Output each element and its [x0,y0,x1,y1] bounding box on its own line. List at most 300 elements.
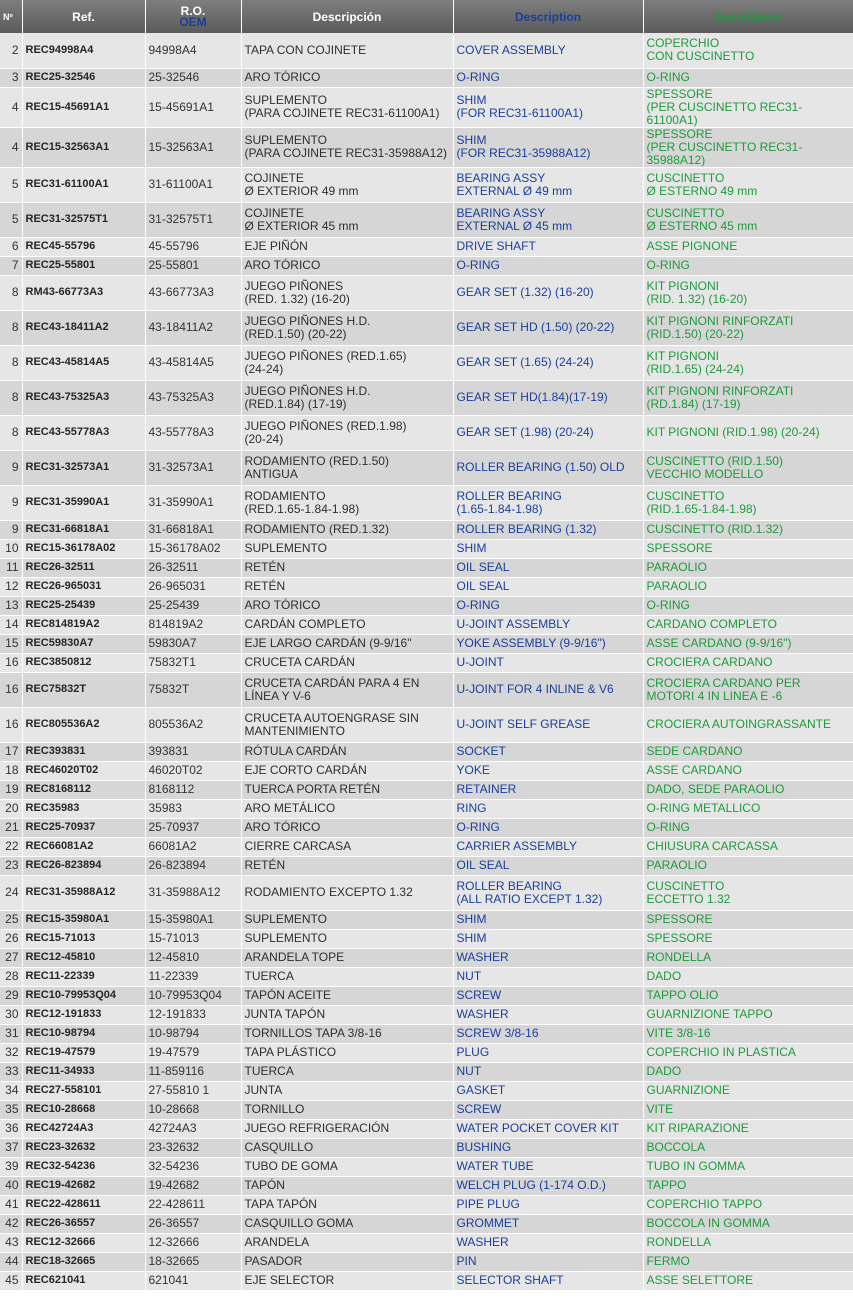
desc-it-cell: O-RING [643,596,853,615]
table-row [0,127,853,167]
desc-es-cell: TORNILLO [241,1100,453,1119]
table-row [0,345,853,380]
table-row [0,615,853,634]
desc-it-cell: ASSE PIGNONE [643,237,853,256]
desc-es-cell: JUEGO REFRIGERACIÓN [241,1119,453,1138]
ref-cell: REC814819A2 [22,615,145,634]
desc-es-cell: RODAMIENTO (RED.1.65-1.84-1.98) [241,485,453,520]
row-number: 26 [0,929,22,948]
desc-en-cell: GROMMET [453,1214,643,1233]
oem-cell: 19-42682 [145,1176,241,1195]
oem-cell: 8168112 [145,780,241,799]
table-row [0,653,853,672]
desc-es-cell: EJE LARGO CARDÁN (9-9/16" [241,634,453,653]
desc-en-cell: OIL SEAL [453,577,643,596]
ref-cell: REC26-823894 [22,856,145,875]
desc-it-cell: CUSCINETTO Ø ESTERNO 45 mm [643,202,853,237]
table-row [0,380,853,415]
ref-cell: REC12-191833 [22,1005,145,1024]
desc-en-cell: WATER POCKET COVER KIT [453,1119,643,1138]
oem-cell: 26-965031 [145,577,241,596]
header-oem [145,0,241,33]
desc-it-cell: VITE 3/8-16 [643,1024,853,1043]
desc-it-cell: KIT PIGNONI RINFORZATI (RID.1.50) (20-22) [643,310,853,345]
desc-en-cell: YOKE [453,761,643,780]
row-number: 32 [0,1043,22,1062]
row-number: 5 [0,202,22,237]
ref-cell: REC8168112 [22,780,145,799]
row-number: 8 [0,345,22,380]
desc-es-cell: SUPLEMENTO [241,539,453,558]
row-number: 45 [0,1271,22,1290]
desc-it-cell: BOCCOLA [643,1138,853,1157]
ref-cell: REC31-61100A1 [22,167,145,202]
desc-en-cell: ROLLER BEARING (ALL RATIO EXCEPT 1.32) [453,875,643,910]
oem-cell: 10-79953Q04 [145,986,241,1005]
desc-es-cell: JUEGO PIÑONES (RED. 1.32) (16-20) [241,275,453,310]
desc-it-cell: VITE [643,1100,853,1119]
desc-en-cell: RING [453,799,643,818]
desc-en-cell: PIPE PLUG [453,1195,643,1214]
ref-cell: REC43-18411A2 [22,310,145,345]
desc-es-cell: JUEGO PIÑONES H.D. (RED.1.50) (20-22) [241,310,453,345]
header-oem-line1: R.O. [180,3,206,18]
oem-cell: 31-61100A1 [145,167,241,202]
desc-es-cell: PASADOR [241,1252,453,1271]
oem-cell: 25-55801 [145,256,241,275]
oem-cell: 35983 [145,799,241,818]
table-row [0,837,853,856]
row-number: 10 [0,539,22,558]
table-row [0,87,853,127]
desc-en-cell: SCREW [453,986,643,1005]
desc-es-cell: TAPA TAPÓN [241,1195,453,1214]
oem-cell: 45-55796 [145,237,241,256]
row-number: 44 [0,1252,22,1271]
row-number: 8 [0,310,22,345]
row-number: 17 [0,742,22,761]
oem-cell: 25-25439 [145,596,241,615]
table-row [0,577,853,596]
desc-en-cell: SCREW [453,1100,643,1119]
row-number: 6 [0,237,22,256]
desc-en-cell: BEARING ASSY EXTERNAL Ø 45 mm [453,202,643,237]
ref-cell: REC11-22339 [22,967,145,986]
ref-cell: REC12-45810 [22,948,145,967]
table-row [0,520,853,539]
desc-es-cell: EJE PIÑÓN [241,237,453,256]
table-row [0,1005,853,1024]
table-row [0,1062,853,1081]
table-row [0,275,853,310]
ref-cell: REC31-32573A1 [22,450,145,485]
ref-cell: REC15-71013 [22,929,145,948]
desc-it-cell: O-RING [643,818,853,837]
ref-cell: REC393831 [22,742,145,761]
desc-es-cell: JUEGO PIÑONES H.D. (RED.1.84) (17-19) [241,380,453,415]
oem-cell: 11-22339 [145,967,241,986]
desc-es-cell: TAPÓN [241,1176,453,1195]
table-row [0,967,853,986]
oem-cell: 43-75325A3 [145,380,241,415]
table-row [0,799,853,818]
oem-cell: 15-45691A1 [145,87,241,127]
desc-it-cell: CUSCINETTO ECCETTO 1.32 [643,875,853,910]
header-no: Nº [0,0,22,33]
header-ref: Ref. [22,0,145,33]
oem-cell: 31-32575T1 [145,202,241,237]
desc-it-cell: PARAOLIO [643,856,853,875]
desc-en-cell: CARRIER ASSEMBLY [453,837,643,856]
oem-cell: 15-35980A1 [145,910,241,929]
desc-it-cell: O-RING METALLICO [643,799,853,818]
desc-en-cell: SHIM (FOR REC31-61100A1) [453,87,643,127]
desc-it-cell: COPERCHIO IN PLASTICA [643,1043,853,1062]
ref-cell: REC75832T [22,672,145,707]
oem-cell: 43-45814A5 [145,345,241,380]
ref-cell: REC15-36178A02 [22,539,145,558]
row-number: 16 [0,653,22,672]
desc-en-cell: WASHER [453,948,643,967]
table-row [0,761,853,780]
oem-cell: 75832T [145,672,241,707]
desc-en-cell: NUT [453,967,643,986]
ref-cell: REC26-965031 [22,577,145,596]
desc-it-cell: RONDELLA [643,948,853,967]
row-number: 35 [0,1100,22,1119]
ref-cell: REC46020T02 [22,761,145,780]
desc-en-cell: SCREW 3/8-16 [453,1024,643,1043]
table-row [0,237,853,256]
table-row [0,910,853,929]
desc-it-cell: CUSCINETTO (RID.1.32) [643,520,853,539]
row-number: 37 [0,1138,22,1157]
row-number: 36 [0,1119,22,1138]
desc-en-cell: NUT [453,1062,643,1081]
table-row [0,415,853,450]
table-row [0,1271,853,1290]
desc-en-cell: PLUG [453,1043,643,1062]
desc-it-cell: KIT PIGNONI (RID.1.65) (24-24) [643,345,853,380]
oem-cell: 15-32563A1 [145,127,241,167]
desc-en-cell: GEAR SET (1.65) (24-24) [453,345,643,380]
desc-it-cell: SPESSORE (PER CUSCINETTO REC31-35988A12) [643,127,853,167]
ref-cell: REC19-47579 [22,1043,145,1062]
ref-cell: REC15-45691A1 [22,87,145,127]
desc-it-cell: KIT PIGNONI RINFORZATI (RD.1.84) (17-19) [643,380,853,415]
row-number: 16 [0,672,22,707]
desc-es-cell: TUERCA [241,1062,453,1081]
row-number: 8 [0,415,22,450]
table-row [0,596,853,615]
desc-es-cell: COJINETE Ø EXTERIOR 45 mm [241,202,453,237]
table-row [0,202,853,237]
desc-es-cell: CIERRE CARCASA [241,837,453,856]
desc-es-cell: RETÉN [241,577,453,596]
desc-it-cell: BOCCOLA IN GOMMA [643,1214,853,1233]
oem-cell: 393831 [145,742,241,761]
row-number: 19 [0,780,22,799]
desc-it-cell: CROCIERA CARDANO [643,653,853,672]
row-number: 33 [0,1062,22,1081]
desc-it-cell: O-RING [643,256,853,275]
desc-es-cell: EJE CORTO CARDÁN [241,761,453,780]
table-row [0,485,853,520]
desc-it-cell: DADO, SEDE PARAOLIO [643,780,853,799]
desc-it-cell: CUSCINETTO (RID.1.65-1.84-1.98) [643,485,853,520]
oem-cell: 12-45810 [145,948,241,967]
desc-es-cell: TAPA PLÁSTICO [241,1043,453,1062]
desc-es-cell: ARO TÓRICO [241,818,453,837]
oem-cell: 10-98794 [145,1024,241,1043]
oem-cell: 23-32632 [145,1138,241,1157]
desc-es-cell: SUPLEMENTO (PARA COJINETE REC31-35988A12) [241,127,453,167]
desc-es-cell: SUPLEMENTO [241,910,453,929]
row-number: 7 [0,256,22,275]
row-number: 16 [0,707,22,742]
ref-cell: REC11-34933 [22,1062,145,1081]
desc-es-cell: TAPÓN ACEITE [241,986,453,1005]
row-number: 3 [0,68,22,87]
desc-es-cell: JUNTA [241,1081,453,1100]
table-row [0,33,853,68]
desc-en-cell: U-JOINT FOR 4 INLINE & V6 [453,672,643,707]
desc-es-cell: JUNTA TAPÓN [241,1005,453,1024]
desc-en-cell: U-JOINT [453,653,643,672]
row-number: 9 [0,485,22,520]
ref-cell: REC43-55778A3 [22,415,145,450]
desc-en-cell: WASHER [453,1233,643,1252]
table-row [0,1214,853,1233]
table-row [0,986,853,1005]
desc-en-cell: SHIM [453,910,643,929]
desc-en-cell: DRIVE SHAFT [453,237,643,256]
row-number: 39 [0,1157,22,1176]
desc-en-cell: GASKET [453,1081,643,1100]
table-row [0,558,853,577]
row-number: 22 [0,837,22,856]
desc-it-cell: CARDANO COMPLETO [643,615,853,634]
table-row [0,856,853,875]
header-oem-line2: OEM [179,14,207,29]
desc-it-cell: ASSE CARDANO (9-9/16") [643,634,853,653]
desc-en-cell: PIN [453,1252,643,1271]
oem-cell: 94998A4 [145,33,241,68]
desc-it-cell: SEDE CARDANO [643,742,853,761]
desc-es-cell: ARO TÓRICO [241,256,453,275]
table-row [0,310,853,345]
desc-es-cell: ARANDELA TOPE [241,948,453,967]
desc-en-cell: SHIM [453,539,643,558]
desc-it-cell: O-RING [643,68,853,87]
table-row [0,1081,853,1100]
row-number: 9 [0,520,22,539]
row-number: 42 [0,1214,22,1233]
desc-es-cell: ARO TÓRICO [241,596,453,615]
oem-cell: 46020T02 [145,761,241,780]
desc-es-cell: JUEGO PIÑONES (RED.1.98) (20-24) [241,415,453,450]
row-number: 20 [0,799,22,818]
table-row [0,539,853,558]
row-number: 28 [0,967,22,986]
table-row [0,634,853,653]
ref-cell: REC59830A7 [22,634,145,653]
desc-es-cell: CASQUILLO [241,1138,453,1157]
desc-en-cell: WATER TUBE [453,1157,643,1176]
table-body [0,33,853,1290]
ref-cell: REC25-55801 [22,256,145,275]
table-header-row [0,0,853,33]
desc-es-cell: SUPLEMENTO [241,929,453,948]
ref-cell: REC25-32546 [22,68,145,87]
desc-es-cell: ARO TÓRICO [241,68,453,87]
desc-es-cell: TUERCA [241,967,453,986]
desc-es-cell: CRUCETA AUTOENGRASE SIN MANTENIMIENTO [241,707,453,742]
desc-en-cell: ROLLER BEARING (1.50) OLD [453,450,643,485]
ref-cell: REC805536A2 [22,707,145,742]
desc-en-cell: COVER ASSEMBLY [453,33,643,68]
desc-en-cell: SHIM (FOR REC31-35988A12) [453,127,643,167]
ref-cell: REC19-42682 [22,1176,145,1195]
desc-it-cell: KIT PIGNONI (RID. 1.32) (16-20) [643,275,853,310]
oem-cell: 42724A3 [145,1119,241,1138]
desc-es-cell: RODAMIENTO EXCEPTO 1.32 [241,875,453,910]
desc-es-cell: TAPA CON COJINETE [241,33,453,68]
ref-cell: REC15-32563A1 [22,127,145,167]
oem-cell: 10-28668 [145,1100,241,1119]
oem-cell: 11-859116 [145,1062,241,1081]
oem-cell: 43-55778A3 [145,415,241,450]
table-row [0,948,853,967]
desc-es-cell: SUPLEMENTO (PARA COJINETE REC31-61100A1) [241,87,453,127]
table-row [0,1043,853,1062]
desc-it-cell: COPERCHIO CON CUSCINETTO [643,33,853,68]
oem-cell: 12-32666 [145,1233,241,1252]
desc-es-cell: TUERCA PORTA RETÉN [241,780,453,799]
ref-cell: REC25-70937 [22,818,145,837]
oem-cell: 19-47579 [145,1043,241,1062]
oem-cell: 22-428611 [145,1195,241,1214]
ref-cell: REC45-55796 [22,237,145,256]
desc-es-cell: ARO METÁLICO [241,799,453,818]
desc-it-cell: TAPPO [643,1176,853,1195]
row-number: 4 [0,87,22,127]
row-number: 2 [0,33,22,68]
desc-en-cell: O-RING [453,818,643,837]
oem-cell: 26-823894 [145,856,241,875]
ref-cell: REC31-66818A1 [22,520,145,539]
table-row [0,672,853,707]
desc-en-cell: WASHER [453,1005,643,1024]
ref-cell: REC25-25439 [22,596,145,615]
ref-cell: REC31-35990A1 [22,485,145,520]
desc-it-cell: FERMO [643,1252,853,1271]
row-number: 8 [0,275,22,310]
desc-en-cell: WELCH PLUG (1-174 O.D.) [453,1176,643,1195]
desc-it-cell: KIT RIPARAZIONE [643,1119,853,1138]
oem-cell: 25-70937 [145,818,241,837]
desc-en-cell: ROLLER BEARING (1.32) [453,520,643,539]
row-number: 18 [0,761,22,780]
row-number: 9 [0,450,22,485]
row-number: 11 [0,558,22,577]
oem-cell: 18-32665 [145,1252,241,1271]
desc-es-cell: CRUCETA CARDÁN PARA 4 EN LÍNEA Y V-6 [241,672,453,707]
ref-cell: REC26-36557 [22,1214,145,1233]
desc-it-cell: CHIUSURA CARCASSA [643,837,853,856]
table-row [0,1024,853,1043]
row-number: 8 [0,380,22,415]
row-number: 27 [0,948,22,967]
oem-cell: 59830A7 [145,634,241,653]
oem-cell: 32-54236 [145,1157,241,1176]
row-number: 12 [0,577,22,596]
ref-cell: REC27-558101 [22,1081,145,1100]
desc-en-cell: SHIM [453,929,643,948]
table-row [0,167,853,202]
desc-es-cell: TORNILLOS TAPA 3/8-16 [241,1024,453,1043]
table-row [0,780,853,799]
desc-it-cell: PARAOLIO [643,558,853,577]
table-row [0,68,853,87]
ref-cell: REC10-79953Q04 [22,986,145,1005]
oem-cell: 75832T1 [145,653,241,672]
desc-en-cell: SOCKET [453,742,643,761]
oem-cell: 805536A2 [145,707,241,742]
oem-cell: 26-32511 [145,558,241,577]
row-number: 5 [0,167,22,202]
desc-es-cell: ARANDELA [241,1233,453,1252]
desc-it-cell: TUBO IN GOMMA [643,1157,853,1176]
oem-cell: 31-32573A1 [145,450,241,485]
oem-cell: 15-36178A02 [145,539,241,558]
oem-cell: 814819A2 [145,615,241,634]
desc-en-cell: O-RING [453,596,643,615]
row-number: 21 [0,818,22,837]
ref-cell: REC31-35988A12 [22,875,145,910]
desc-en-cell: ROLLER BEARING (1.65-1.84-1.98) [453,485,643,520]
desc-es-cell: RODAMIENTO (RED.1.50) ANTIGUA [241,450,453,485]
table-row [0,256,853,275]
row-number: 14 [0,615,22,634]
header-descripcion: Descripción [241,0,453,33]
desc-it-cell: KIT PIGNONI (RID.1.98) (20-24) [643,415,853,450]
desc-es-cell: COJINETE Ø EXTERIOR 49 mm [241,167,453,202]
ref-cell: REC43-75325A3 [22,380,145,415]
table-row [0,1233,853,1252]
oem-cell: 43-18411A2 [145,310,241,345]
desc-it-cell: ASSE SELETTORE [643,1271,853,1290]
table-row [0,1195,853,1214]
ref-cell: REC3850812 [22,653,145,672]
oem-cell: 66081A2 [145,837,241,856]
row-number: 43 [0,1233,22,1252]
row-number: 15 [0,634,22,653]
ref-cell: REC23-32632 [22,1138,145,1157]
desc-en-cell: BEARING ASSY EXTERNAL Ø 49 mm [453,167,643,202]
ref-cell: REC66081A2 [22,837,145,856]
oem-cell: 27-55810 1 [145,1081,241,1100]
table-row [0,1138,853,1157]
row-number: 30 [0,1005,22,1024]
desc-en-cell: GEAR SET (1.98) (20-24) [453,415,643,450]
row-number: 34 [0,1081,22,1100]
table-row [0,818,853,837]
header-descrizione: Descrizione [643,0,853,33]
row-number: 24 [0,875,22,910]
table-row [0,1176,853,1195]
desc-en-cell: OIL SEAL [453,558,643,577]
